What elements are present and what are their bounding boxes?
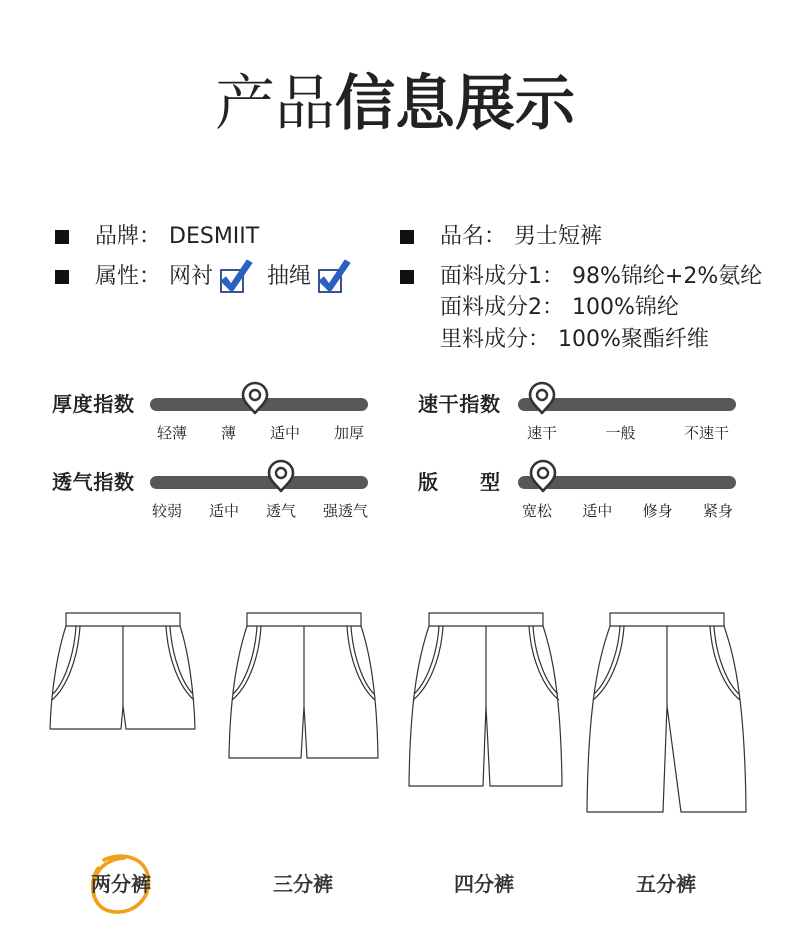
thickness-index-options <box>157 424 364 442</box>
fabric2-label: 面料成分2： <box>440 295 564 320</box>
option-label: 适中 <box>582 502 613 520</box>
map-pin-marker-icon <box>240 381 270 417</box>
fabric1-value: 98%锦纶+2%氨纶 <box>572 264 763 289</box>
pin-center <box>250 390 260 400</box>
breathability-index-options <box>152 502 368 520</box>
length-label-5-fen: 五分裤 <box>636 872 696 896</box>
shorts-4-fen-illustration <box>409 613 562 786</box>
right-pocket <box>166 626 194 700</box>
option-label: 薄 <box>220 424 236 442</box>
pin-center <box>537 390 547 400</box>
right-pocket <box>347 626 375 700</box>
pin-center <box>276 468 286 478</box>
option-label: 轻薄 <box>157 424 188 442</box>
option-label: 修身 <box>642 502 673 520</box>
pin-center <box>538 468 548 478</box>
length-label-4-fen: 四分裤 <box>454 872 514 896</box>
option-label: 加厚 <box>333 424 364 442</box>
option-label: 速干 <box>527 424 558 442</box>
map-pin-marker-icon <box>266 459 296 495</box>
product-name-value: 男士短裤 <box>514 224 603 249</box>
fabric1-label: 面料成分1： <box>440 264 564 289</box>
right-pocket <box>710 626 740 700</box>
fit-type-options <box>522 502 733 520</box>
left-pocket <box>52 626 80 700</box>
lining-value: 100%聚酯纤维 <box>558 327 709 352</box>
product-name-label: 品名： <box>440 224 507 249</box>
fabric2-value: 100%锦纶 <box>572 295 679 320</box>
brand-row <box>55 222 259 252</box>
quick-dry-index-track <box>518 398 736 411</box>
shorts-2-fen-illustration <box>50 613 195 729</box>
shorts-length-illustrations <box>0 600 790 830</box>
title-bold-part: 信息展示 <box>335 69 575 139</box>
square-bullet-icon <box>55 270 69 284</box>
checkbox-checked-icon <box>219 259 253 295</box>
brand-value: DESMIIT <box>169 224 260 249</box>
breathability-index-label: 透气指数 <box>52 470 134 494</box>
shorts-5-fen-illustration <box>587 613 746 812</box>
map-pin-marker-icon <box>527 381 557 417</box>
shorts-3-fen-illustration <box>229 613 378 758</box>
option-label: 不速干 <box>683 424 729 442</box>
waistband <box>610 613 724 626</box>
option-label: 紧身 <box>702 502 733 520</box>
thickness-index-track <box>150 398 368 411</box>
length-label-2-fen: 两分裤 <box>91 872 151 896</box>
left-pocket <box>593 626 624 700</box>
option-label: 适中 <box>208 502 239 520</box>
option-label: 透气 <box>265 502 296 520</box>
quick-dry-index-label: 速干指数 <box>418 392 500 416</box>
breathability-index-track <box>150 476 368 489</box>
checkbox-checked-icon <box>317 259 351 295</box>
option-label: 较弱 <box>152 502 183 520</box>
fit-type-label: 版 型 <box>418 470 500 494</box>
quick-dry-index-options <box>527 424 729 442</box>
attribute-drawstring-name: 抽绳 <box>267 264 312 289</box>
lining-row <box>440 325 709 355</box>
fabric2-row <box>440 293 679 323</box>
product-name-row <box>400 222 602 252</box>
option-label: 适中 <box>269 424 300 442</box>
left-pocket <box>413 626 443 700</box>
left-pocket <box>232 626 261 700</box>
waistband <box>247 613 361 626</box>
option-label: 强透气 <box>322 502 368 520</box>
length-label-3-fen: 三分裤 <box>273 872 333 896</box>
option-label: 一般 <box>605 424 636 442</box>
brand-label: 品牌： <box>95 224 162 249</box>
attribute-lining-name: 网衬 <box>169 264 214 289</box>
fit-type-track <box>518 476 736 489</box>
page-title <box>0 70 790 138</box>
attributes-row <box>55 262 365 292</box>
thickness-index-label: 厚度指数 <box>52 392 134 416</box>
right-pocket <box>529 626 559 700</box>
fabric1-row <box>400 262 762 292</box>
square-bullet-icon <box>400 230 414 244</box>
title-light-part: 产品 <box>215 69 335 139</box>
option-label: 宽松 <box>522 502 553 520</box>
square-bullet-icon <box>55 230 69 244</box>
waistband <box>429 613 543 626</box>
lining-label: 里料成分： <box>440 327 551 352</box>
square-bullet-icon <box>400 270 414 284</box>
map-pin-marker-icon <box>528 459 558 495</box>
attributes-label: 属性： <box>95 264 162 289</box>
waistband <box>66 613 180 626</box>
